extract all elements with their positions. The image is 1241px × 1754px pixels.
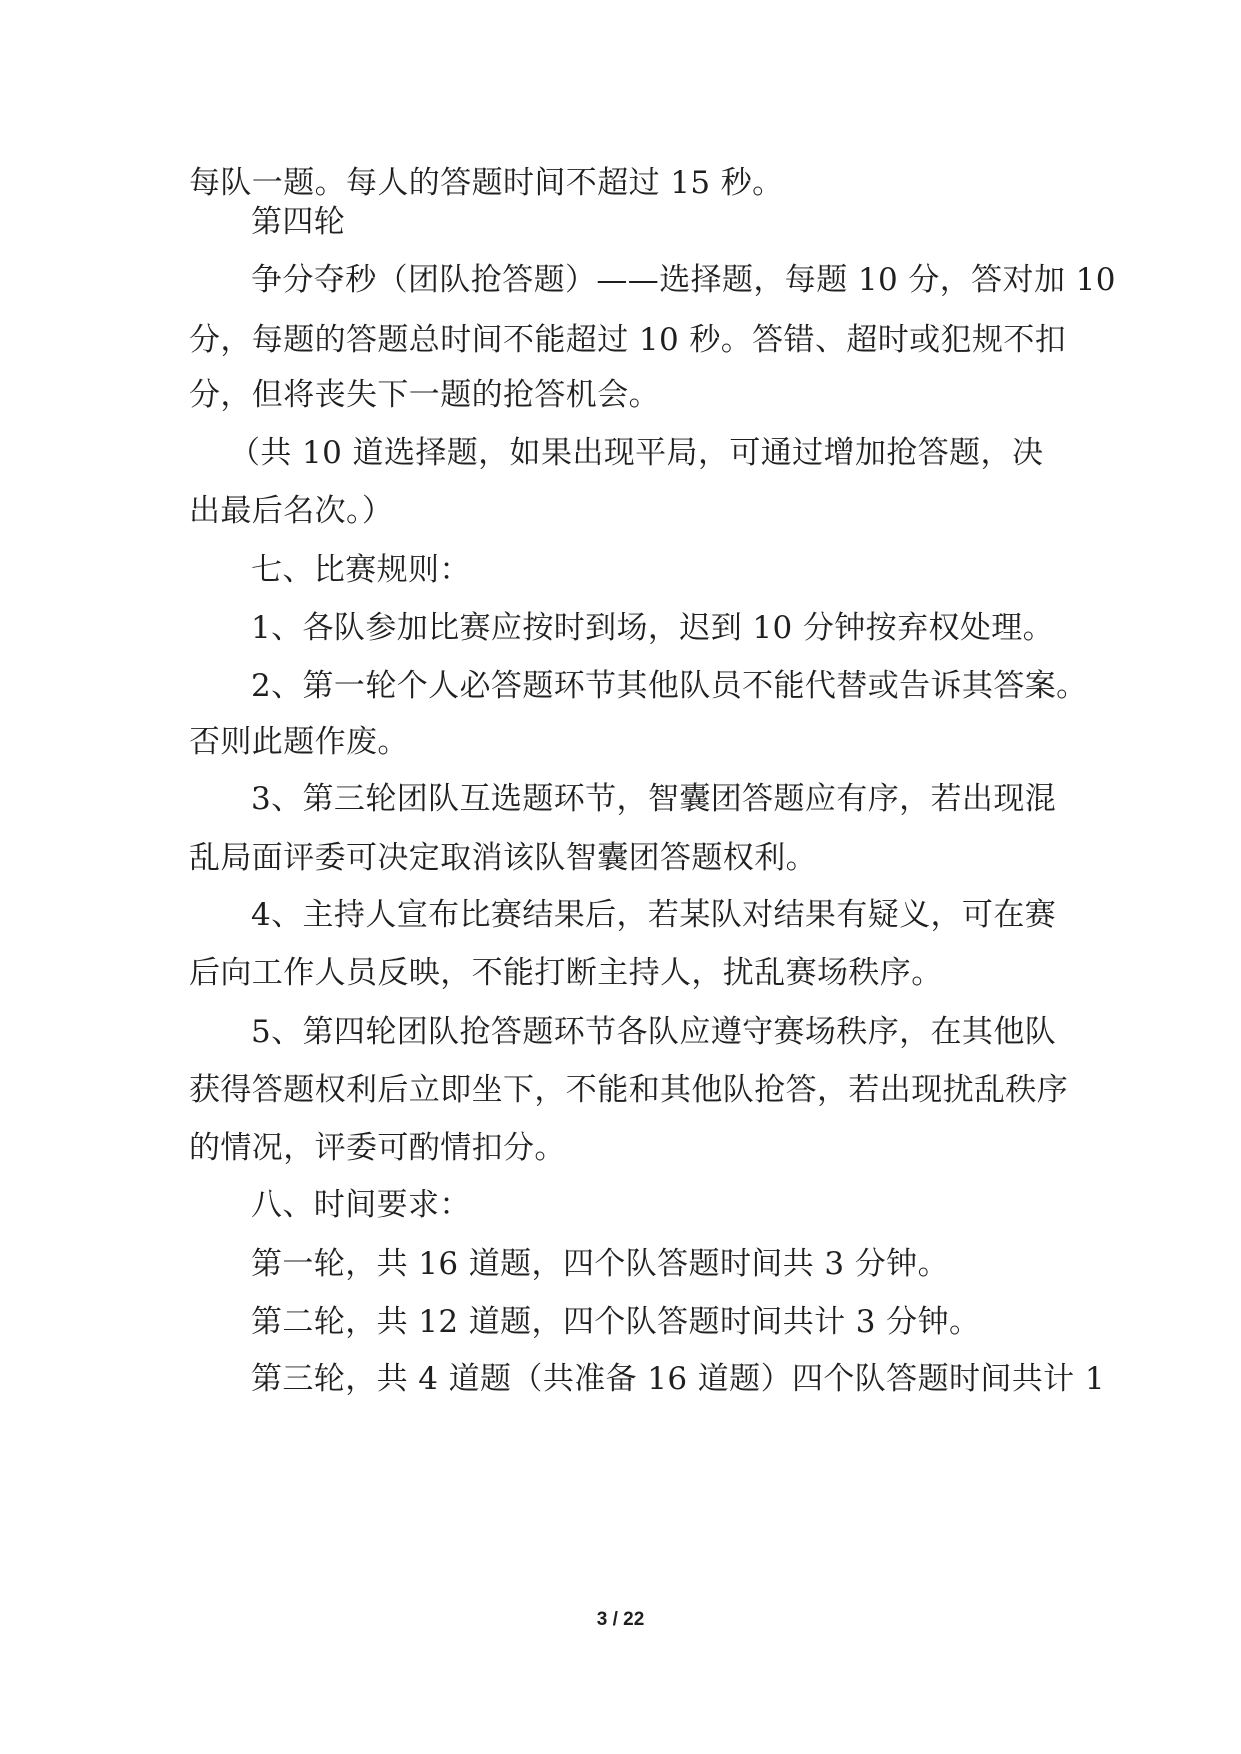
rule-item-1: 1、各队参加比赛应按时到场，迟到 10 分钟按弃权处理。 [251,610,1055,646]
rule-item-2: 2、第一轮个人必答题环节其他队员不能代替或告诉其答案。 [251,668,1088,704]
rule-item-5: 5、第四轮团队抢答题环节各队应遵守赛场秩序，在其他队 [251,1014,1057,1050]
text-line-7: 出最后名次。） [189,493,394,529]
text-line-1: 每队一题。每人的答题时间不超过 15 秒。 [189,165,784,201]
time-requirement-round-1: 第一轮，共 16 道题，四个队答题时间共 3 分钟。 [251,1246,949,1282]
section-heading-time-requirements: 八、时间要求： [251,1187,471,1223]
time-requirement-round-3: 第三轮，共 4 道题（共准备 16 道题）四个队答题时间共计 1 [251,1361,1105,1397]
rule-item-4-continued: 后向工作人员反映，不能打断主持人，扰乱赛场秩序。 [189,955,943,991]
text-line-4: 分，每题的答题总时间不能超过 10 秒。答错、超时或犯规不扣 [189,322,1067,358]
text-line-6: （共 10 道选择题，如果出现平局，可通过增加抢答题，决 [229,435,1044,471]
section-heading-competition-rules: 七、比赛规则： [251,552,471,588]
text-line-5: 分，但将丧失下一题的抢答机会。 [189,377,660,413]
section-heading-round-4: 第四轮 [251,204,346,240]
rule-item-3-continued: 乱局面评委可决定取消该队智囊团答题权利。 [189,840,817,876]
page-number: 3 / 22 [596,1609,645,1630]
text-line-3: 争分夺秒（团队抢答题）——选择题，每题 10 分，答对加 10 [251,262,1116,298]
rule-item-4: 4、主持人宣布比赛结果后，若某队对结果有疑义，可在赛 [251,897,1057,933]
rule-item-5-continued-1: 获得答题权利后立即坐下，不能和其他队抢答，若出现扰乱秩序 [189,1072,1069,1108]
time-requirement-round-2: 第二轮，共 12 道题，四个队答题时间共计 3 分钟。 [251,1304,981,1340]
rule-item-5-continued-2: 的情况，评委可酌情扣分。 [189,1130,566,1166]
rule-item-3: 3、第三轮团队互选题环节，智囊团答题应有序，若出现混 [251,781,1057,817]
rule-item-2-continued: 否则此题作废。 [189,724,409,760]
